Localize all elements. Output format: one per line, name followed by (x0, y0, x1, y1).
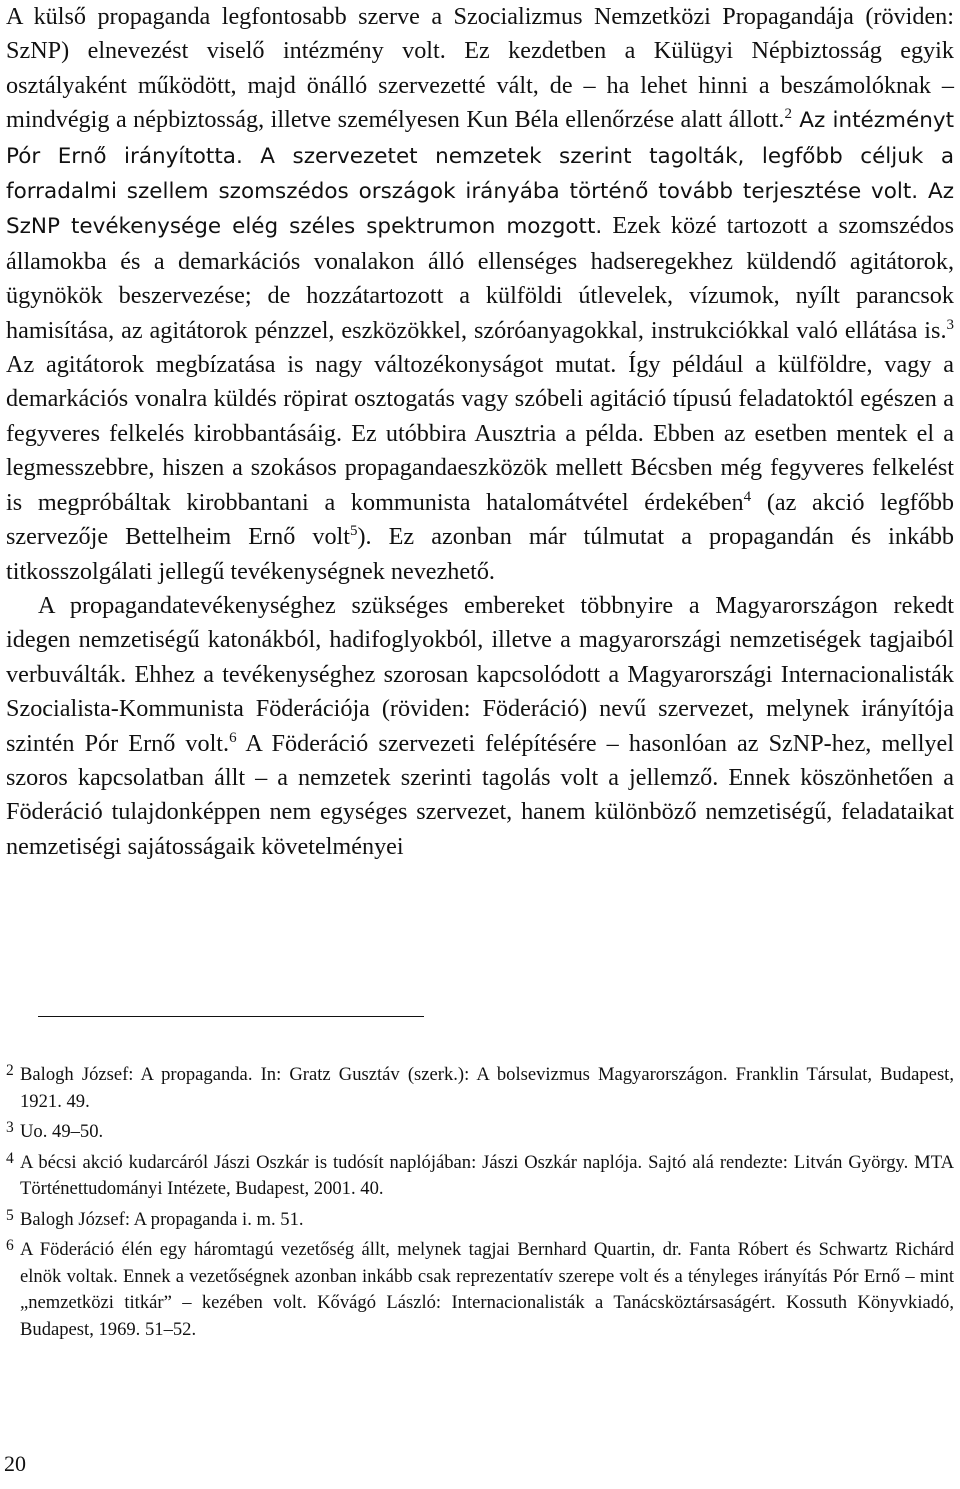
footnote-ref-6: 6 (229, 729, 237, 746)
footnote-text: A Föderáció élén egy háromtagú vezetőség állt, melynek tagjai Bernhard Quartin, dr. Fanta Róbert és Schwartz Richárd elnök voltak. Ennek a vezetőségnek azonban inkább csak reprezentatív szerepe volt és a tényleges irányítás Pór Ernő – mint „nemzetközi titkár” – kezében volt. Kővágó László: Internacionalisták a Tanácsköztársaságért. Kossuth Könyvkiadó, Budapest, 1969. 51–52. (20, 1239, 954, 1340)
footnote-6 (6, 1237, 954, 1343)
footnote-text: Balogh József: A propaganda. In: Gratz Gusztáv (szerk.): A bolsevizmus Magyarországon. Franklin Társulat, Budapest, 1921. 49. (20, 1064, 954, 1112)
footnote-ref-3: 3 (946, 316, 954, 333)
paragraph-1-text-d: Az agitátorok megbízatása is nagy változékonyságot mutat. Így például a külföldre, vagy a demarkációs vonalra küldés röpirat osztogatás vagy szóbeli agitáció típusú feladatoktól egészen a fegyveres felkelés kirobbantásáig. Ez utóbbira Ausztria a példa. Ebben az esetben mentek el a legmesszebbre, hiszen a szokásos propagandaeszközök mellett Bécsben még fegyveres felkelést is megpróbáltak kirobbantani a kommunista hatalomátvétel érdekében (6, 351, 954, 516)
paragraph-2-text-a: A propagandatevékenységhez szükséges embereket többnyire a Magyarországon rekedt idegen nemzetiségű katonákból, hadifoglyokból, illetve a magyarországi nemzetiségek tagjaiból verbuválták. Ehhez a tevékenységhez szorosan kapcsolódott a Magyarországi Internacionalisták Szocialista-Kommunista Föderációja (röviden: Föderáció) nevű szervezet, melynek irányítója szintén Pór Ernő volt. (6, 591, 954, 757)
footnote-ref-5: 5 (350, 523, 358, 540)
paragraph-2-text-b: A Föderáció szervezeti felépítésére – hasonlóan az SzNP-hez, mellyel szoros kapcsolatban állt – a nemzetek szerinti tagolás volt a jellemző. Ennek köszönhetően a Föderáció tulajdonképpen nem egységes szervezet, hanem különböző nemzetiségű, feladataikat nemzetiségi sajátosságaik követelményei (6, 729, 954, 860)
footnotes (6, 1062, 954, 1347)
footnote-4 (6, 1150, 954, 1203)
paragraph-1 (6, 0, 954, 589)
footnote-text: Uo. 49–50. (20, 1121, 104, 1142)
page-number: 20 (4, 1451, 26, 1476)
footnote-separator (38, 1016, 424, 1017)
paragraph-1-text-f: ). Ez azonban már túlmutat a propagandán és inkább titkosszolgálati jellegű tevékenységnek nevezhető. (6, 523, 955, 585)
footnote-number: 4 (6, 1149, 14, 1167)
paragraph-1-text-a: A külső propaganda legfontosabb szerve a Szocializmus Nemzetközi Propagandája (röviden: SzNP) elnevezést viselő intézmény volt. Ez kezdetben a Külügyi Népbiztosság egyik osztályaként működött, majd önálló szervezetté vált, de – ha lehet hinni a beszámolóknak – mindvégig a népbiztosság, illetve személyesen Kun Béla ellenőrzése alatt állott. (6, 3, 954, 134)
paragraph-2 (6, 589, 954, 864)
footnote-ref-4: 4 (743, 488, 752, 505)
footnote-number: 2 (6, 1062, 14, 1079)
footnote-number: 3 (6, 1119, 14, 1136)
paragraph-1-text-e: (az akció legfőbb szervezője Bettelheim Ernő volt (6, 488, 955, 551)
footnote-ref-2: 2 (784, 106, 792, 123)
footnote-3 (6, 1119, 954, 1146)
main-text (6, 0, 954, 864)
paragraph-1-text-c: Ezek közé tartozott a szomszédos államokba és a demarkációs vonalakon álló ellenséges hadseregekhez küldendő agitátorok, ügynökök beszervezése; de hozzátartozott a külföldi útlevelek, vízumok, nyílt parancsok hamisítása, az agitátorok pénzzel, eszközökkel, szóróanyagokkal, instrukciókkal való ellátása is. (6, 212, 954, 344)
footnote-number: 5 (6, 1206, 14, 1224)
footnote-2 (6, 1062, 954, 1115)
paragraph-1-text-b: Az intézményt Pór Ernő irányította. A szervezetet nemzetek szerint tagolták, legfőbb céljuk a forradalmi szellem szomszédos országok irányába történő tovább terjesztése volt. Az SzNP tevékenysége elég széles spektrumon mozgott. (6, 108, 955, 240)
footnote-5 (6, 1207, 954, 1234)
footnote-text: A bécsi akció kudarcáról Jászi Oszkár is tudósít naplójában: Jászi Oszkár naplója. Sajtó alá rendezte: Litván György. MTA Történettudományi Intézete, Budapest, 2001. 40. (20, 1151, 954, 1199)
footnote-text: Balogh József: A propaganda i. m. 51. (20, 1208, 304, 1230)
footnote-number: 6 (6, 1237, 14, 1254)
